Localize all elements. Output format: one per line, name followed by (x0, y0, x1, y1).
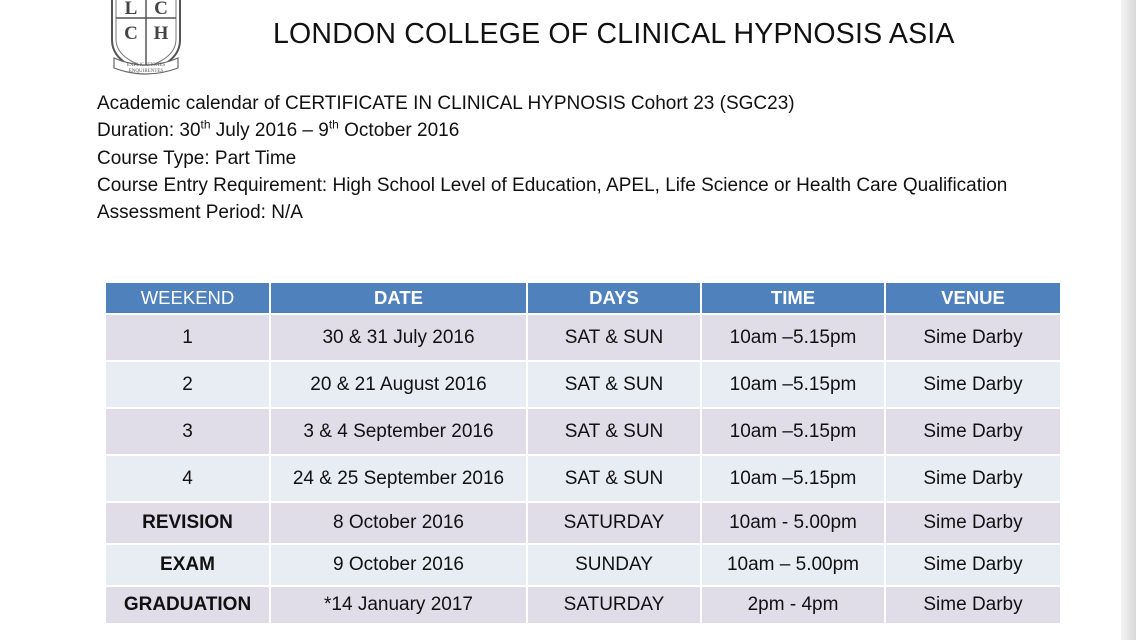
days-cell: SAT & SUN (527, 455, 701, 502)
weekend-cell: 2 (105, 361, 270, 408)
duration-middle: July 2016 – 9 (210, 120, 329, 142)
weekend-cell: REVISION (105, 502, 270, 544)
page-title: LONDON COLLEGE OF CLINICAL HYPNOSIS ASIA (273, 18, 955, 50)
venue-cell: Sime Darby (885, 502, 1061, 544)
days-cell: SUNDAY (527, 544, 701, 586)
svg-text:C: C (154, 0, 168, 19)
weekend-cell: GRADUATION (105, 586, 270, 624)
schedule-table (104, 281, 1062, 625)
time-cell: 10am –5.15pm (701, 314, 885, 361)
column-header-days: DAYS (527, 282, 701, 314)
table-header-row (105, 282, 1061, 314)
assessment-line: Assessment Period: N/A (97, 202, 303, 224)
date-cell: 3 & 4 September 2016 (270, 408, 527, 455)
weekend-cell: 3 (105, 408, 270, 455)
svg-text:C: C (124, 23, 138, 44)
date-cell: 20 & 21 August 2016 (270, 361, 527, 408)
svg-text:L: L (124, 0, 138, 19)
svg-text:ENQUIRENTES: ENQUIRENTES (128, 69, 164, 74)
column-header-weekend: WEEKEND (105, 282, 270, 314)
date-cell: 30 & 31 July 2016 (270, 314, 527, 361)
svg-text:H: H (153, 23, 169, 44)
time-cell: 10am - 5.00pm (701, 502, 885, 544)
days-cell: SAT & SUN (527, 361, 701, 408)
days-cell: SATURDAY (527, 502, 701, 544)
date-cell: 9 October 2016 (270, 544, 527, 586)
calendar-line: Academic calendar of CERTIFICATE IN CLINICAL HYPNOSIS Cohort 23 (SGC23) (97, 93, 795, 114)
venue-cell: Sime Darby (885, 314, 1061, 361)
time-cell: 10am –5.15pm (701, 361, 885, 408)
weekend-cell: EXAM (105, 544, 270, 586)
duration-line (97, 117, 1007, 144)
duration-superscript-end: th (328, 117, 339, 132)
duration-suffix: October 2016 (338, 120, 460, 142)
table-row (105, 408, 1061, 455)
column-header-venue: VENUE (885, 282, 1061, 314)
table-row (105, 544, 1061, 586)
venue-cell: Sime Darby (885, 455, 1061, 502)
days-cell: SATURDAY (527, 586, 701, 624)
table-row (105, 502, 1061, 544)
time-cell: 2pm - 4pm (701, 586, 885, 624)
table-row (105, 586, 1061, 624)
venue-cell: Sime Darby (885, 586, 1061, 624)
page-edge-shadow (1121, 0, 1136, 640)
college-crest-icon (108, 0, 184, 78)
svg-text:EXPLICATIONES: EXPLICATIONES (126, 63, 166, 68)
venue-cell: Sime Darby (885, 544, 1061, 586)
course-info (97, 90, 1007, 226)
venue-cell: Sime Darby (885, 408, 1061, 455)
days-cell: SAT & SUN (527, 314, 701, 361)
days-cell: SAT & SUN (527, 408, 701, 455)
table-row (105, 361, 1061, 408)
weekend-cell: 1 (105, 314, 270, 361)
date-cell: 24 & 25 September 2016 (270, 455, 527, 502)
time-cell: 10am – 5.00pm (701, 544, 885, 586)
date-cell: 8 October 2016 (270, 502, 527, 544)
course-type-line: Course Type: Part Time (97, 147, 297, 169)
entry-requirement-line: Course Entry Requirement: High School Level of Education, APEL, Life Science or Health Care Qualification (97, 174, 1008, 196)
time-cell: 10am –5.15pm (701, 455, 885, 502)
time-cell: 10am –5.15pm (701, 408, 885, 455)
column-header-time: TIME (701, 282, 885, 314)
duration-superscript-start: th (200, 117, 211, 132)
table-row (105, 455, 1061, 502)
college-logo (108, 0, 184, 78)
venue-cell: Sime Darby (885, 361, 1061, 408)
date-cell: *14 January 2017 (270, 586, 527, 624)
weekend-cell: 4 (105, 455, 270, 502)
column-header-date: DATE (270, 282, 527, 314)
table-row (105, 314, 1061, 361)
duration-prefix: Duration: 30 (97, 120, 201, 142)
